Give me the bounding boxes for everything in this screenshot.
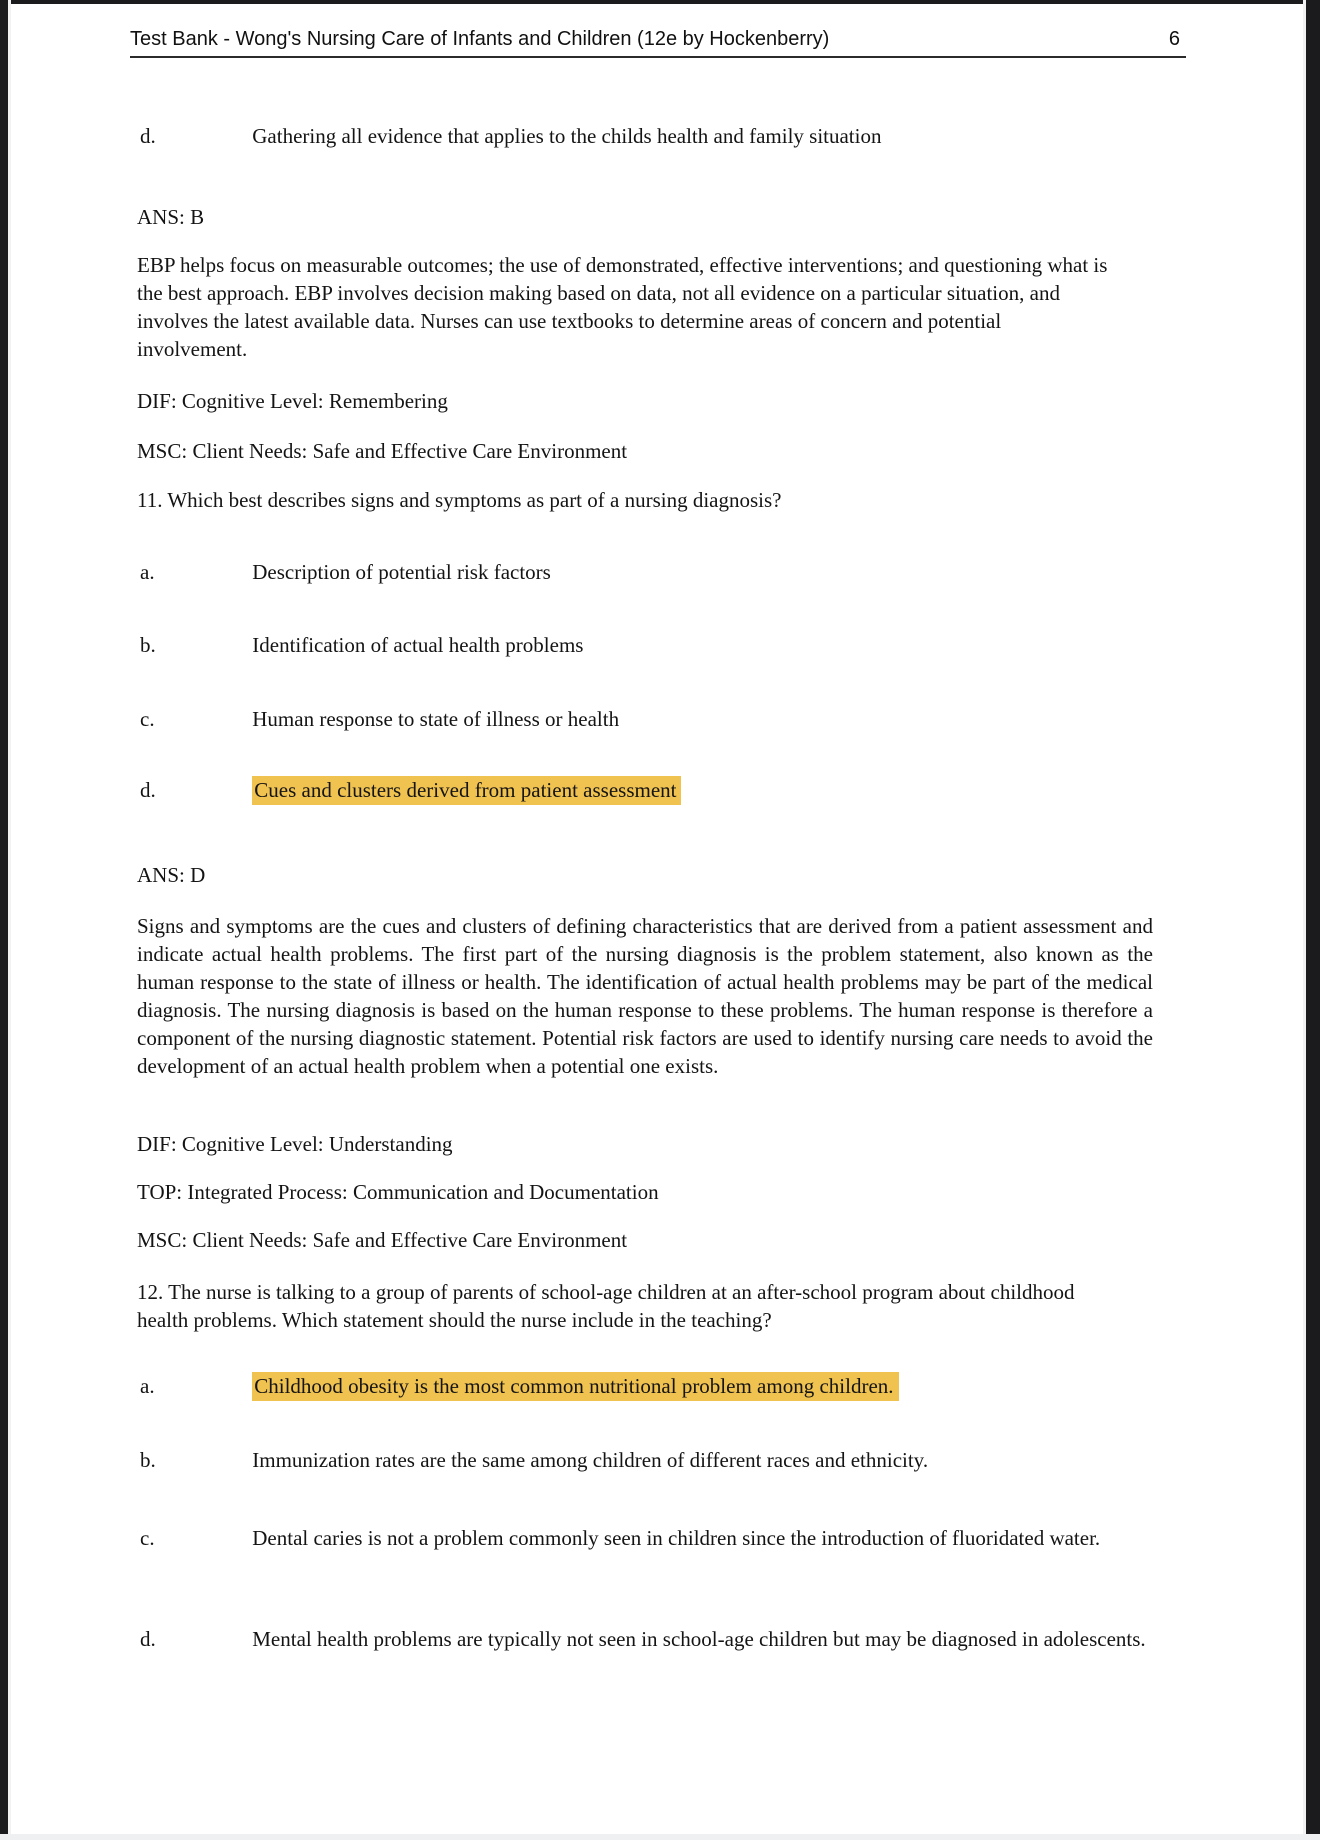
option-label: c. [140,1526,155,1550]
option-text: Dental caries is not a problem commonly seen in children since the introduction of fluoridated water. [252,1526,1101,1550]
frame-top-bar [0,0,1320,4]
option-label: b. [140,633,156,657]
option-label: d. [140,778,156,802]
q10-msc-line: MSC: Client Needs: Safe and Effective Care Environment [137,439,628,463]
q11-msc-line: MSC: Client Needs: Safe and Effective Care Environment [137,1228,628,1252]
header-title: Test Bank - Wong's Nursing Care of Infants and Children (12e by Hockenberry) [130,28,830,50]
q12-option-d [140,1625,1152,1653]
q10-answer-line: ANS: B [137,205,205,229]
prev-question-option-d [140,122,1152,150]
option-text [252,1372,1152,1400]
option-label: b. [140,1448,156,1472]
q10-dif-line: DIF: Cognitive Level: Remembering [137,389,448,413]
q11-option-a [140,558,1152,586]
frame-bottom-strip [0,1834,1320,1840]
option-text: Mental health problems are typically not seen in school-age children but may be diagnosed in adolescents. [252,1627,1146,1651]
q12-option-c [140,1524,1152,1552]
answer-highlight: Childhood obesity is the most common nutritional problem among children. [252,1372,898,1401]
option-label: a. [140,560,155,584]
option-label: d. [140,1627,156,1651]
option-text: Gathering all evidence that applies to the childs health and family situation [252,124,882,148]
option-text: Identification of actual health problems [252,633,584,657]
option-text: Human response to state of illness or health [252,707,620,731]
q11-top-line: TOP: Integrated Process: Communication and Documentation [137,1180,659,1204]
option-label: a. [140,1374,155,1398]
document-header [130,28,1186,58]
q11-stem: 11. Which best describes signs and symptoms as part of a nursing diagnosis? [137,488,782,512]
option-label: c. [140,707,155,731]
q11-rationale: Signs and symptoms are the cues and clusters of defining characteristics that are derived from a patient assessment and indicate actual health problems. The first part of the nursing diagnosis is the problem statement, also known as the human response to the state of illness or health. The identification of actual health problems may be part of the medical diagnosis. The nursing diagnosis is based on the human response to these problems. The human response is therefore a component of the nursing diagnostic statement. Potential risk factors are used to identify nursing care needs to avoid the development of an actual health problem when a potential one exists. [137,914,1153,1078]
q11-option-b [140,631,1152,659]
q11-option-c [140,705,1152,733]
frame-left-bar [0,0,8,1840]
option-label: d. [140,124,156,148]
answer-highlight: Cues and clusters derived from patient assessment [252,776,681,805]
q11-option-d-correct [140,776,1152,804]
frame-left-inner-strip [8,0,11,1840]
frame-right-bar [1306,0,1320,1840]
option-text [252,776,1152,804]
q12-option-a-correct [140,1372,1152,1400]
option-text: Description of potential risk factors [252,560,551,584]
q11-answer-line: ANS: D [137,863,206,887]
page-number: 6 [1168,28,1180,50]
q12-option-b [140,1446,1152,1474]
q12-stem: 12. The nurse is talking to a group of parents of school-age children at an after-school program about childhood health problems. Which statement should the nurse include in the teaching? [137,1280,1075,1332]
q11-dif-line: DIF: Cognitive Level: Understanding [137,1132,453,1156]
q10-rationale: EBP helps focus on measurable outcomes; the use of demonstrated, effective interventions; and questioning what is the best approach. EBP involves decision making based on data, not all evidence on a particular situation, and involves the latest available data. Nurses can use textbooks to determine areas of concern and potential involvement. [137,253,1108,361]
option-text: Immunization rates are the same among children of different races and ethnicity. [252,1448,929,1472]
